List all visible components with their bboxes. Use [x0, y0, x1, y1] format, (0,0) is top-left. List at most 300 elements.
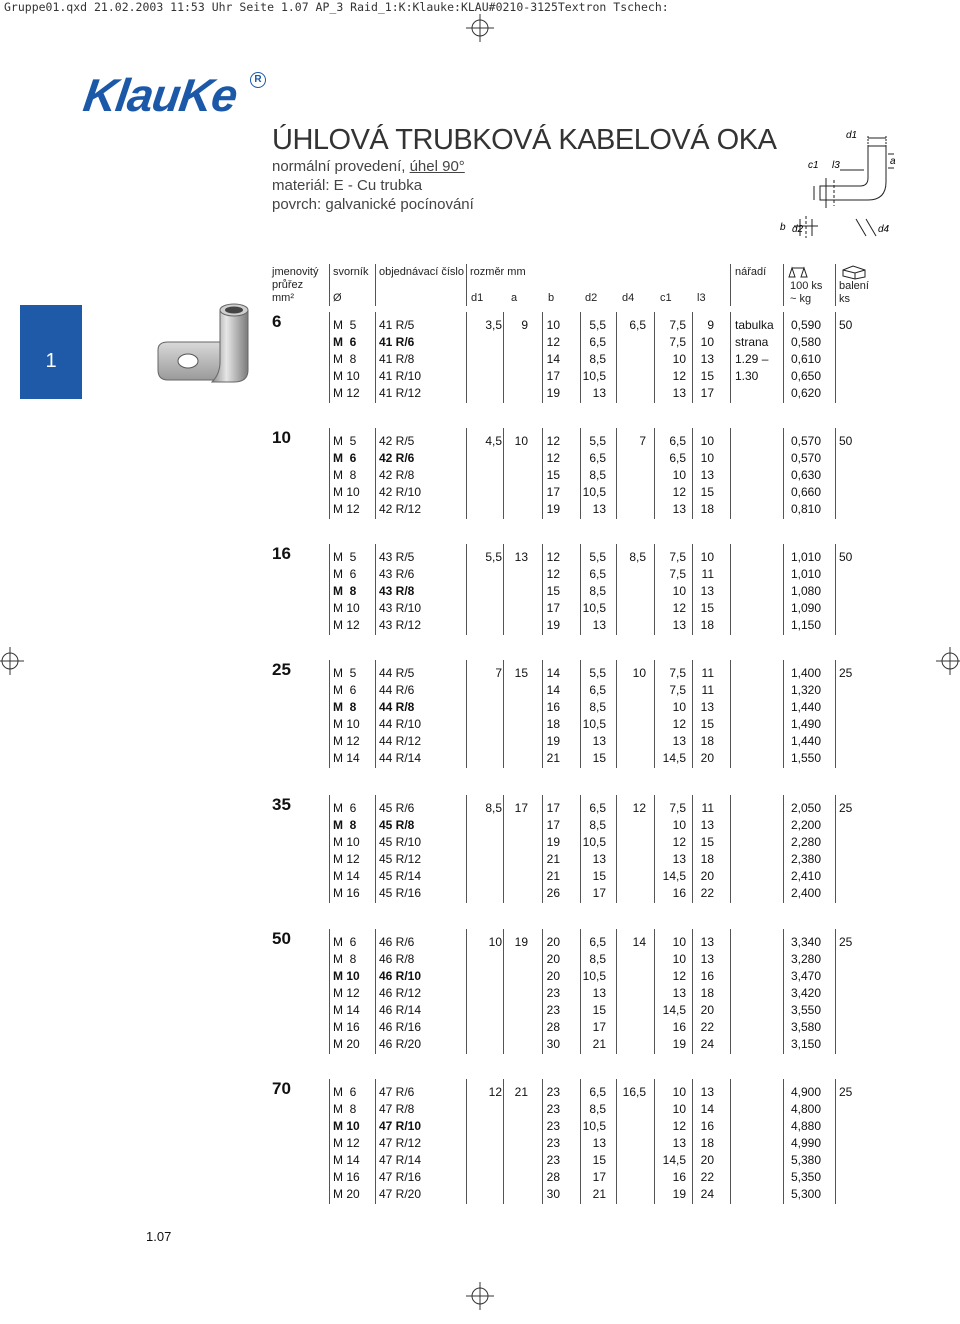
cell-kg: 1,440 [790, 700, 821, 714]
cell-l3: 20 [700, 1153, 714, 1167]
header-pack-2: balení [839, 280, 869, 292]
column-divider [835, 929, 836, 1054]
cell-stud: M 14 [333, 751, 360, 765]
cell-d1: 8,5 [485, 801, 502, 815]
cell-order-number: 47 R/12 [379, 1136, 422, 1150]
cell-l3: 22 [700, 1170, 714, 1184]
cell-stud: M 6 [333, 567, 357, 581]
column-divider [730, 312, 731, 403]
cell-order-number: 43 R/5 [379, 550, 415, 564]
header-size-2: průřez [272, 279, 304, 291]
cell-d2: 13 [592, 386, 606, 400]
column-divider [375, 428, 376, 519]
cell-b: 26 [546, 886, 560, 900]
cell-c1: 10 [672, 1085, 686, 1099]
cell-kg: 0,810 [790, 502, 821, 516]
cell-order-number: 47 R/16 [379, 1170, 422, 1184]
header-size-3: mm² [272, 292, 294, 304]
cell-d2: 10,5 [582, 601, 606, 615]
cell-l3: 14 [700, 1102, 714, 1116]
cell-l3: 13 [700, 584, 714, 598]
cell-b: 14 [546, 683, 560, 697]
cell-b: 30 [546, 1187, 560, 1201]
column-divider [329, 428, 330, 519]
cell-kg: 0,620 [790, 386, 821, 400]
cell-c1: 7,5 [669, 666, 686, 680]
cell-order-number: 46 R/20 [379, 1037, 422, 1051]
cell-order-number: 46 R/12 [379, 986, 422, 1000]
cell-d1: 5,5 [485, 550, 502, 564]
cell-order-number: 42 R/8 [379, 468, 415, 482]
cell-d1: 7 [495, 666, 502, 680]
cell-order-number: 44 R/12 [379, 734, 422, 748]
column-divider [375, 1079, 376, 1204]
cell-stud: M 14 [333, 869, 360, 883]
header-order: objednávací číslo [379, 266, 464, 278]
cell-d4: 14 [632, 935, 646, 949]
cell-kg: 1,090 [790, 601, 821, 615]
cell-b: 21 [546, 869, 560, 883]
cell-l3: 13 [700, 818, 714, 832]
header-stud-3: Ø [333, 292, 342, 304]
cell-order-number: 42 R/10 [379, 485, 422, 499]
package-icon [841, 264, 867, 280]
cell-l3: 20 [700, 751, 714, 765]
column-divider [783, 795, 784, 903]
cell-kg: 2,050 [790, 801, 821, 815]
cell-stud: M 12 [333, 386, 360, 400]
cell-l3: 22 [700, 1020, 714, 1034]
cell-order-number: 41 R/5 [379, 318, 415, 332]
svg-text:d1: d1 [846, 130, 858, 141]
cell-kg: 0,610 [790, 352, 821, 366]
cell-c1: 16 [672, 1170, 686, 1184]
cell-c1: 13 [672, 386, 686, 400]
cell-stud: M 16 [333, 1170, 360, 1184]
cell-kg: 1,490 [790, 717, 821, 731]
cell-kg: 2,280 [790, 835, 821, 849]
column-divider [730, 428, 731, 519]
cell-c1: 12 [672, 485, 686, 499]
column-divider [375, 795, 376, 903]
cell-d2: 10,5 [582, 1119, 606, 1133]
cell-a: 17 [514, 801, 528, 815]
cell-order-number: 44 R/8 [379, 700, 415, 714]
cell-b: 17 [546, 601, 560, 615]
cell-l3: 18 [700, 502, 714, 516]
cell-l3: 15 [700, 369, 714, 383]
cell-l3: 15 [700, 717, 714, 731]
cell-d2: 13 [592, 618, 606, 632]
cell-l3: 13 [700, 468, 714, 482]
column-divider [329, 1079, 330, 1204]
cell-d2: 6,5 [589, 935, 606, 949]
cell-c1: 10 [672, 935, 686, 949]
cell-kg: 0,590 [790, 318, 821, 332]
cell-c1: 14,5 [662, 751, 686, 765]
cell-order-number: 43 R/12 [379, 618, 422, 632]
cell-stud: M 10 [333, 717, 360, 731]
cell-l3: 24 [700, 1187, 714, 1201]
cell-kg: 0,580 [790, 335, 821, 349]
cell-c1: 19 [672, 1037, 686, 1051]
cell-order-number: 43 R/8 [379, 584, 415, 598]
cell-l3: 13 [700, 935, 714, 949]
column-divider [375, 660, 376, 768]
cell-stud: M 6 [333, 935, 357, 949]
column-divider [835, 428, 836, 519]
cell-d2: 17 [592, 1170, 606, 1184]
cell-d1: 4,5 [485, 434, 502, 448]
cell-b: 14 [546, 666, 560, 680]
cell-order-number: 43 R/6 [379, 567, 415, 581]
header-b: b [548, 292, 555, 304]
cell-b: 21 [546, 852, 560, 866]
cell-l3: 15 [700, 485, 714, 499]
cell-kg: 4,990 [790, 1136, 821, 1150]
cell-b: 21 [546, 751, 560, 765]
cell-a: 10 [514, 434, 528, 448]
cell-d2: 17 [592, 886, 606, 900]
cell-b: 20 [546, 952, 560, 966]
cell-order-number: 47 R/20 [379, 1187, 422, 1201]
cell-pack: 25 [839, 666, 853, 680]
cell-b: 15 [546, 584, 560, 598]
cell-d2: 6,5 [589, 683, 606, 697]
cell-b: 17 [546, 369, 560, 383]
cell-order-number: 47 R/10 [379, 1119, 422, 1133]
column-divider [329, 929, 330, 1054]
cell-kg: 1,080 [790, 584, 821, 598]
cell-c1: 13 [672, 502, 686, 516]
column-divider [730, 795, 731, 903]
cell-c1: 14,5 [662, 1153, 686, 1167]
cell-d2: 13 [592, 986, 606, 1000]
svg-text:l3: l3 [832, 160, 840, 171]
cell-d2: 13 [592, 502, 606, 516]
cell-l3: 10 [700, 451, 714, 465]
cell-b: 23 [546, 1085, 560, 1099]
cell-b: 23 [546, 1136, 560, 1150]
cell-d2: 8,5 [589, 818, 606, 832]
column-divider [783, 312, 784, 403]
cell-b: 12 [546, 335, 560, 349]
cell-d2: 8,5 [589, 1102, 606, 1116]
cell-order-number: 46 R/8 [379, 952, 415, 966]
cell-d2: 10,5 [582, 717, 606, 731]
cell-b: 28 [546, 1170, 560, 1184]
cell-kg: 3,150 [790, 1037, 821, 1051]
cell-l3: 13 [700, 352, 714, 366]
column-divider [783, 660, 784, 768]
cell-kg: 3,470 [790, 969, 821, 983]
cell-d2: 15 [592, 751, 606, 765]
svg-text:b: b [780, 222, 786, 233]
cell-order-number: 43 R/10 [379, 601, 422, 615]
cell-d2: 15 [592, 1153, 606, 1167]
cell-b: 17 [546, 818, 560, 832]
cell-c1: 19 [672, 1187, 686, 1201]
cell-a: 15 [514, 666, 528, 680]
cell-stud: M 14 [333, 1003, 360, 1017]
cell-order-number: 44 R/5 [379, 666, 415, 680]
cell-c1: 7,5 [669, 318, 686, 332]
cell-l3: 24 [700, 1037, 714, 1051]
cell-kg: 3,580 [790, 1020, 821, 1034]
cell-d2: 8,5 [589, 584, 606, 598]
cell-d2: 10,5 [582, 485, 606, 499]
cell-order-number: 41 R/10 [379, 369, 422, 383]
cell-kg: 0,660 [790, 485, 821, 499]
cell-c1: 10 [672, 584, 686, 598]
cell-d2: 6,5 [589, 1085, 606, 1099]
header-weight-3: ~ kg [790, 293, 812, 305]
cell-c1: 10 [672, 1102, 686, 1116]
column-divider [783, 929, 784, 1054]
cell-order-number: 42 R/6 [379, 451, 415, 465]
cell-l3: 18 [700, 734, 714, 748]
column-divider [375, 544, 376, 635]
cell-stud: M 16 [333, 1020, 360, 1034]
cell-b: 14 [546, 352, 560, 366]
cell-d2: 8,5 [589, 468, 606, 482]
cell-kg: 5,380 [790, 1153, 821, 1167]
cell-d2: 17 [592, 1020, 606, 1034]
cell-l3: 15 [700, 601, 714, 615]
cell-d4: 16,5 [622, 1085, 646, 1099]
cross-section-label: 35 [272, 795, 291, 814]
cell-d2: 5,5 [589, 434, 606, 448]
cell-d2: 21 [592, 1037, 606, 1051]
page-title: ÚHLOVÁ TRUBKOVÁ KABELOVÁ OKA [272, 124, 777, 156]
cell-kg: 0,570 [790, 451, 821, 465]
cell-d2: 15 [592, 869, 606, 883]
cell-c1: 16 [672, 1020, 686, 1034]
cell-d1: 10 [488, 935, 502, 949]
cell-c1: 13 [672, 1136, 686, 1150]
cell-stud: M 12 [333, 734, 360, 748]
cell-c1: 10 [672, 818, 686, 832]
cell-l3: 13 [700, 1085, 714, 1099]
cell-b: 12 [546, 567, 560, 581]
cell-kg: 2,410 [790, 869, 821, 883]
cell-l3: 20 [700, 1003, 714, 1017]
cell-c1: 14,5 [662, 869, 686, 883]
cell-stud: M 5 [333, 434, 357, 448]
header-weight-2: 100 ks [790, 280, 823, 292]
cell-l3: 18 [700, 618, 714, 632]
cell-l3: 13 [700, 700, 714, 714]
section-tab: 1 [20, 305, 82, 399]
cell-l3: 11 [701, 666, 714, 680]
cell-kg: 0,650 [790, 369, 821, 383]
cell-c1: 13 [672, 618, 686, 632]
header-tool: nářadí [735, 266, 767, 278]
cell-b: 12 [546, 550, 560, 564]
column-divider [783, 1079, 784, 1204]
cross-section-label: 25 [272, 660, 291, 679]
cell-l3: 20 [700, 869, 714, 883]
cell-a: 13 [514, 550, 528, 564]
cell-stud: M 6 [333, 451, 357, 465]
cell-d2: 10,5 [582, 969, 606, 983]
cell-stud: M 20 [333, 1187, 360, 1201]
cell-b: 19 [546, 835, 560, 849]
column-divider [835, 795, 836, 903]
cell-kg: 3,280 [790, 952, 821, 966]
cell-stud: M 8 [333, 700, 357, 714]
cell-l3: 10 [700, 335, 714, 349]
cell-stud: M 10 [333, 1119, 360, 1133]
cell-a: 9 [521, 318, 528, 332]
column-divider [375, 929, 376, 1054]
cell-b: 12 [546, 434, 560, 448]
column-divider [730, 544, 731, 635]
cell-d2: 13 [592, 852, 606, 866]
cell-l3: 18 [700, 1136, 714, 1150]
svg-text:a: a [890, 156, 896, 167]
cell-c1: 7,5 [669, 567, 686, 581]
cell-c1: 7,5 [669, 801, 686, 815]
cell-c1: 16 [672, 886, 686, 900]
cell-c1: 13 [672, 734, 686, 748]
print-slug: Gruppe01.qxd 21.02.2003 11:53 Uhr Seite 1.07 AP_3 Raid_1:K:Klauke:KLAU#0210-3125Textron Tschech: [4, 0, 669, 14]
cable-lug-photo [150, 298, 260, 388]
cell-stud: M 12 [333, 618, 360, 632]
cell-d2: 8,5 [589, 352, 606, 366]
cell-stud: M 8 [333, 952, 357, 966]
cell-order-number: 45 R/14 [379, 869, 422, 883]
cell-c1: 12 [672, 601, 686, 615]
cell-d4: 6,5 [629, 318, 646, 332]
cell-l3: 11 [701, 801, 714, 815]
cell-c1: 12 [672, 1119, 686, 1133]
cell-stud: M 14 [333, 1153, 360, 1167]
cell-stud: M 10 [333, 601, 360, 615]
cross-section-label: 70 [272, 1079, 291, 1098]
cell-b: 12 [546, 451, 560, 465]
cell-pack: 50 [839, 550, 853, 564]
cell-tool: 1.30 [735, 369, 759, 383]
cell-l3: 16 [700, 969, 714, 983]
column-divider [835, 660, 836, 768]
cell-stud: M 6 [333, 335, 357, 349]
cell-kg: 2,200 [790, 818, 821, 832]
cell-kg: 3,420 [790, 986, 821, 1000]
cell-d2: 6,5 [589, 335, 606, 349]
cell-order-number: 44 R/6 [379, 683, 415, 697]
registered-mark: R [250, 72, 266, 88]
cell-order-number: 44 R/14 [379, 751, 422, 765]
cell-order-number: 41 R/12 [379, 386, 422, 400]
cell-c1: 7,5 [669, 550, 686, 564]
cell-l3: 16 [700, 1119, 714, 1133]
cell-kg: 1,320 [790, 683, 821, 697]
cell-l3: 13 [700, 952, 714, 966]
column-divider [329, 312, 330, 403]
cell-d2: 10,5 [582, 369, 606, 383]
cell-b: 20 [546, 935, 560, 949]
cell-kg: 1,440 [790, 734, 821, 748]
cell-order-number: 42 R/5 [379, 434, 415, 448]
cell-order-number: 45 R/12 [379, 852, 422, 866]
cell-kg: 3,340 [790, 935, 821, 949]
cell-c1: 12 [672, 717, 686, 731]
cell-b: 20 [546, 969, 560, 983]
header-d2: d2 [585, 292, 598, 304]
svg-text:d2: d2 [792, 224, 804, 235]
cell-d2: 5,5 [589, 318, 606, 332]
column-divider [730, 929, 731, 1054]
cell-stud: M 20 [333, 1037, 360, 1051]
cell-c1: 7,5 [669, 683, 686, 697]
cell-l3: 22 [700, 886, 714, 900]
cell-d2: 21 [592, 1187, 606, 1201]
cell-stud: M 8 [333, 584, 357, 598]
header-size-1: jmenovitý [272, 266, 319, 278]
surface-line: povrch: galvanické pocínování [272, 196, 474, 213]
cell-order-number: 42 R/12 [379, 502, 422, 516]
cell-l3: 17 [700, 386, 714, 400]
page-number: 1.07 [146, 1229, 172, 1244]
cell-l3: 18 [700, 986, 714, 1000]
cell-kg: 1,550 [790, 751, 821, 765]
cell-tool: strana [735, 335, 769, 349]
cell-stud: M 8 [333, 818, 357, 832]
header-stud-1: svorník [333, 266, 369, 278]
cell-b: 15 [546, 468, 560, 482]
cell-order-number: 45 R/6 [379, 801, 415, 815]
cell-kg: 1,400 [790, 666, 821, 680]
column-divider [329, 660, 330, 768]
cell-stud: M 6 [333, 683, 357, 697]
cell-stud: M 10 [333, 369, 360, 383]
cell-d2: 5,5 [589, 550, 606, 564]
cell-c1: 12 [672, 835, 686, 849]
registration-mark-top [466, 14, 494, 42]
cross-section-label: 10 [272, 428, 291, 447]
cell-b: 16 [546, 700, 560, 714]
cell-kg: 3,550 [790, 1003, 821, 1017]
cell-l3: 18 [700, 852, 714, 866]
cell-b: 10 [546, 318, 560, 332]
lug-dimension-diagram [770, 124, 950, 244]
cell-b: 23 [546, 1102, 560, 1116]
cell-d1: 12 [488, 1085, 502, 1099]
cell-d1: 3,5 [485, 318, 502, 332]
cell-d2: 8,5 [589, 700, 606, 714]
cross-section-label: 50 [272, 929, 291, 948]
cell-d2: 15 [592, 1003, 606, 1017]
cell-stud: M 5 [333, 318, 357, 332]
cell-tool: tabulka [735, 318, 774, 332]
cell-stud: M 8 [333, 468, 357, 482]
cell-b: 19 [546, 734, 560, 748]
cell-c1: 13 [672, 852, 686, 866]
cell-stud: M 12 [333, 986, 360, 1000]
header-d1: d1 [471, 292, 484, 304]
cell-b: 23 [546, 1119, 560, 1133]
cell-order-number: 46 R/6 [379, 935, 415, 949]
cell-stud: M 12 [333, 502, 360, 516]
registration-mark-left [0, 647, 24, 675]
cell-c1: 12 [672, 369, 686, 383]
cell-c1: 10 [672, 700, 686, 714]
cell-stud: M 5 [333, 550, 357, 564]
cell-b: 17 [546, 485, 560, 499]
cell-order-number: 45 R/8 [379, 818, 415, 832]
cell-c1: 14,5 [662, 1003, 686, 1017]
